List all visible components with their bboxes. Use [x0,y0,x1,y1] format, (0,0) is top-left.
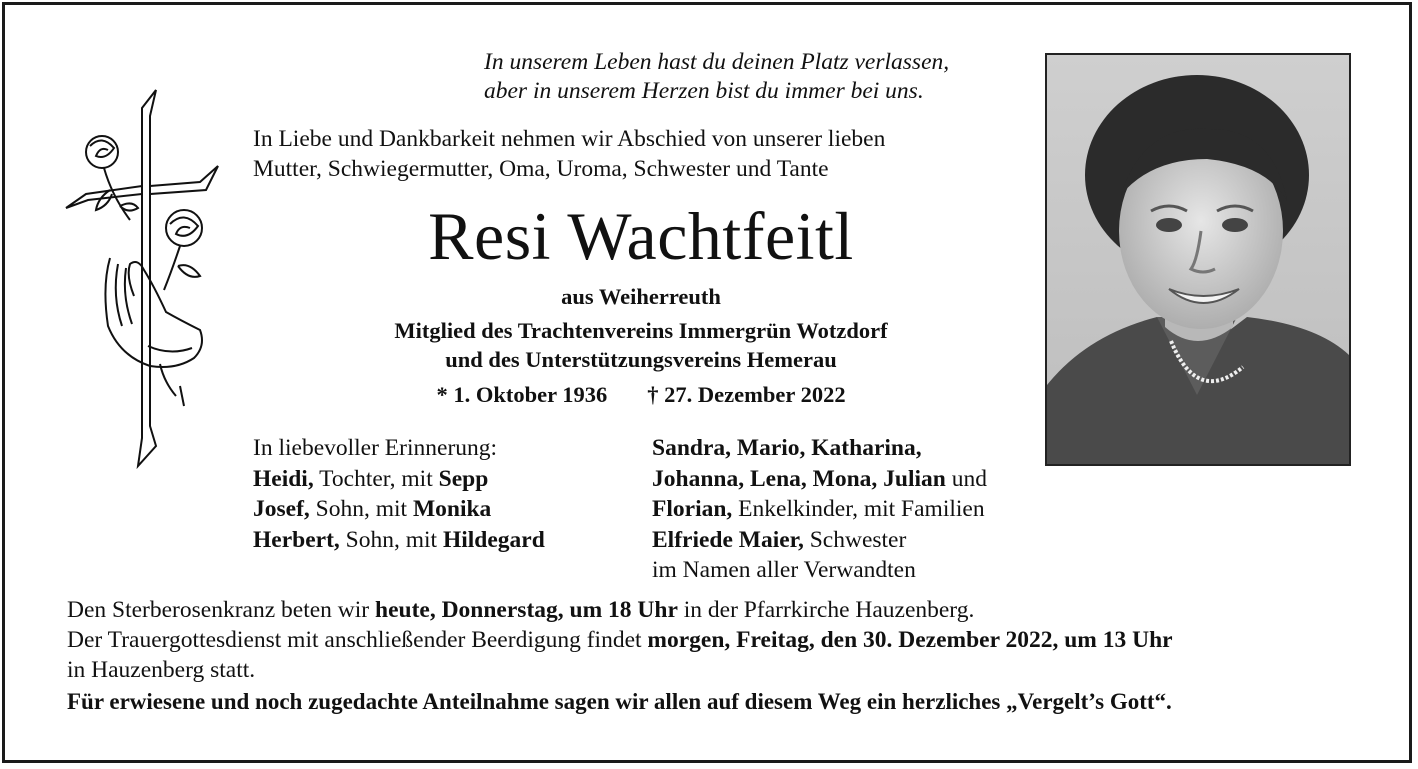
rosary-time: heute, Donnerstag, um 18 Uhr [375,597,678,623]
mourner-relation: Sohn, mit [339,526,443,553]
rosary-text: Den Sterberosenkranz beten wir [67,597,375,623]
funeral-time: morgen, Freitag, den 30. Dezember 2022, um 13 Uhr [647,627,1173,653]
deceased-origin: aus Weiherreuth [561,284,721,309]
funeral-place: in Hauzenberg statt. [67,657,256,683]
mourner-partner: Monika [412,496,492,522]
portrait-photo [1045,53,1351,466]
membership-line-2: und des Unterstützungsvereins Hemerau [445,347,837,372]
membership-line-1: Mitglied des Trachtenvereins Immergrün Wotzdorf [394,318,888,343]
mourner-row [253,525,545,556]
grandchildren-line-1: Sandra, Mario, Katharina, [652,435,922,461]
poem [484,48,949,106]
intro-text [253,124,885,184]
mourner-row [253,464,545,495]
grandchildren-label: Enkelkinder, mit Familien [732,496,985,522]
mourner-partner: Hildegard [442,526,545,553]
grandchildren-line-3: Florian, [652,496,733,522]
funeral-line [67,625,1173,655]
funeral-text: Der Trauergottesdienst mit anschließender Beerdigung findet [67,627,648,653]
death-date: † 27. Dezember 2022 [647,382,846,407]
mourners-left [253,433,545,555]
sister-label: Schwester [803,526,907,553]
mourner-relation: Sohn, mit [309,496,413,522]
mourners-right [652,433,987,586]
thanks-line: Für erwiesene und noch zugedachte Anteilnahme sagen wir allen auf diesem Weg ein herzliches „Vergelt’s Gott“. [67,689,1172,714]
intro-line-1: In Liebe und Dankbarkeit nehmen wir Abschied von unserer lieben [253,126,886,152]
intro-line-2: Mutter, Schwiegermutter, Oma, Uroma, Schwester und Tante [253,156,829,182]
mourner-relation: Tochter, mit [313,465,439,492]
poem-line-2: aber in unserem Herzen bist du immer bei uns. [484,78,924,104]
poem-line-1: In unserem Leben hast du deinen Platz verlassen, [484,49,950,75]
mourner-name: Heidi, [253,465,314,492]
mourners-heading: In liebevoller Erinnerung: [253,435,498,461]
rosary-place: in der Pfarrkirche Hauzenberg. [677,597,975,623]
mourner-partner: Sepp [438,465,489,492]
rosary-line [67,595,1173,625]
birth-date: * 1. Oktober 1936 [436,382,608,407]
grandchildren-line-2-rest: und [945,465,987,492]
cross-roses-praying-hands-icon [60,86,220,472]
service-info [67,595,1173,685]
mourner-name: Josef, [253,496,310,522]
relatives-line: im Namen aller Verwandten [652,557,916,583]
mourner-name: Herbert, [253,526,340,553]
grandchildren-line-2: Johanna, Lena, Mona, Julian [652,465,946,492]
deceased-name: Resi Wachtfeitl [428,198,854,274]
sister-name: Elfriede Maier, [652,526,804,553]
mourner-row [253,494,545,525]
